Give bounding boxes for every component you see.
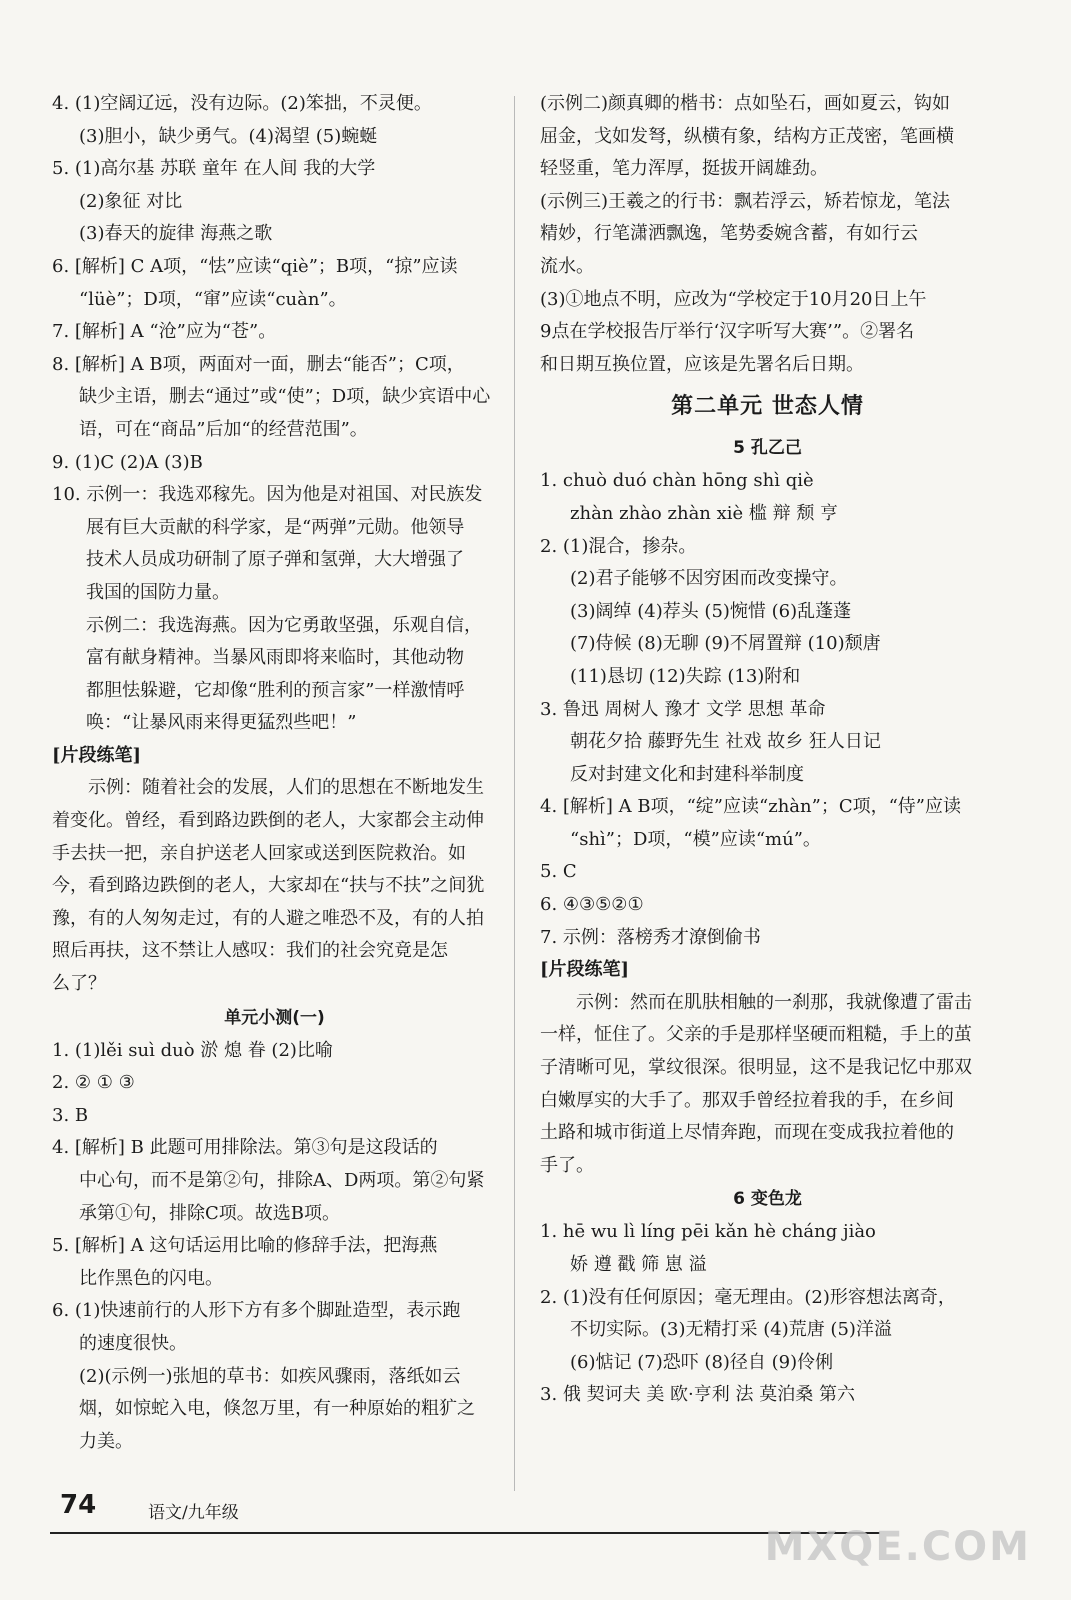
- text-line: 轻竖重，笔力浑厚，挺拔开阔雄劲。: [540, 158, 828, 180]
- text-line: 4. [解析] B 此题可用排除法。第③句是这段话的: [52, 1137, 438, 1159]
- text-line: 10. 示例一：我选邓稼先。因为他是对祖国、对民族发: [52, 484, 483, 506]
- text-line: 朝花夕拾 藤野先生 社戏 故乡 狂人日记: [570, 731, 881, 753]
- text-line: 示例：随着社会的发展，人们的思想在不断地发生: [88, 777, 484, 799]
- page-number: 74: [60, 1490, 97, 1520]
- text-line: (3)胆小，缺少勇气。(4)渴望 (5)蜿蜒: [79, 125, 378, 147]
- text-line: 子清晰可见，掌纹很深。很明显，这不是我记忆中那双: [540, 1057, 972, 1079]
- text-line: 4. (1)空阔辽远，没有边际。(2)笨拙，不灵便。: [52, 93, 432, 114]
- text-line: 都胆怯躲避，它却像“胜利的预言家”一样激情呼: [86, 679, 465, 701]
- section-heading: 5 孔乙己: [733, 438, 802, 459]
- text-line: 5. C: [540, 861, 577, 883]
- text-line: (6)惦记 (7)恐吓 (8)径自 (9)伶俐: [570, 1351, 834, 1373]
- text-line: 么了？: [52, 973, 106, 995]
- section-heading: 6 变色龙: [733, 1189, 802, 1210]
- text-line: 我国的国防力量。: [86, 581, 230, 603]
- text-line: [片段练笔]: [540, 959, 630, 981]
- text-line: (11)恳切 (12)失踪 (13)附和: [570, 665, 801, 687]
- text-line: 精妙，行笔潇洒飘逸，笔势委婉含蓄，有如行云: [540, 223, 918, 245]
- text-line: 手了。: [540, 1154, 594, 1176]
- text-line: 照后再扶，这不禁让人感叹：我们的社会究竟是怎: [52, 940, 448, 962]
- text-line: 和日期互换位置，应该是先署名后日期。: [540, 353, 864, 375]
- text-line: (2)象征 对比: [79, 190, 183, 212]
- text-line: [片段练笔]: [52, 744, 142, 766]
- text-line: “lüè”；D项，“窜”应读“cuàn”。: [79, 288, 347, 310]
- text-line: 屈金，戈如发弩，纵横有象，结构方正茂密，笔画横: [540, 125, 954, 147]
- footer-subject: 语文/九年级: [148, 1503, 239, 1523]
- column-divider: [514, 96, 515, 1491]
- text-line: 力美。: [79, 1430, 133, 1452]
- text-line: (2)君子能够不因穷困而改变操守。: [570, 568, 848, 590]
- text-line: 5. (1)高尔基 苏联 童年 在人间 我的大学: [52, 158, 376, 180]
- text-line: 承第①句，排除C项。故选B项。: [79, 1202, 340, 1224]
- text-line: 娇 遵 戳 筛 崽 溢: [570, 1254, 707, 1275]
- text-line: 6. [解析] C A项，“怯”应读“qiè”；B项，“掠”应读: [52, 255, 458, 277]
- text-line: 一样，怔住了。父亲的手是那样坚硬而粗糙，手上的茧: [540, 1024, 972, 1046]
- text-line: “shì”；D项，“模”应读“mú”。: [570, 828, 821, 850]
- section-heading: 第二单元 世态人情: [671, 393, 864, 420]
- text-line: 9. (1)C (2)A (3)B: [52, 451, 203, 473]
- watermark: MXQE.COM: [764, 1524, 1031, 1570]
- text-line: (7)侍候 (8)无聊 (9)不屑置辩 (10)颓唐: [570, 633, 881, 655]
- text-line: (3)①地点不明，应改为“学校定于10月20日上午: [540, 288, 927, 310]
- text-line: 示例：然而在肌肤相触的一刹那，我就像遭了雷击: [576, 991, 972, 1013]
- text-line: 缺少主语，删去“通过”或“使”；D项，缺少宾语中心: [79, 386, 491, 408]
- text-line: 比作黑色的闪电。: [79, 1267, 223, 1289]
- text-line: 土路和城市街道上尽情奔跑，而现在变成我拉着他的: [540, 1122, 954, 1144]
- text-line: 的速度很快。: [79, 1332, 187, 1354]
- text-line: (2)(示例一)张旭的草书：如疾风骤雨，落纸如云: [79, 1365, 461, 1387]
- text-line: 7. 示例：落榜秀才潦倒偷书: [540, 926, 761, 948]
- text-line: 富有献身精神。当暴风雨即将来临时，其他动物: [86, 647, 464, 669]
- text-line: 3. 鲁迅 周树人 豫才 文学 思想 革命: [540, 698, 826, 720]
- text-line: 展有巨大贡献的科学家，是“两弹”元勋。他领导: [86, 516, 465, 538]
- text-line: 技术人员成功研制了原子弹和氢弹，大大增强了: [86, 549, 464, 571]
- text-line: 白嫩厚实的大手了。那双手曾经拉着我的手，在乡间: [540, 1089, 954, 1111]
- text-line: 着变化。曾经，看到路边跌倒的老人，大家都会主动伸: [52, 810, 484, 832]
- text-line: 语，可在“商品”后加“的经营范围”。: [79, 418, 368, 440]
- text-line: 2. (1)没有任何原因；毫无理由。(2)形容想法离奇，: [540, 1286, 956, 1308]
- text-line: (3)阔绰 (4)荐头 (5)惋惜 (6)乱蓬蓬: [570, 600, 852, 622]
- text-line: 流水。: [540, 255, 594, 277]
- text-line: 示例二：我选海燕。因为它勇敢坚强，乐观自信，: [86, 614, 482, 636]
- text-line: 手去扶一把，亲自护送老人回家或送到医院救治。如: [52, 842, 466, 864]
- text-line: 1. chuò duó chàn hōng shì qiè: [540, 470, 814, 492]
- text-line: 今，看到路边跌倒的老人，大家却在“扶与不扶”之间犹: [52, 875, 485, 897]
- text-line: 1. hē wu lì líng pēi kǎn hè cháng jiào: [540, 1221, 876, 1243]
- section-heading: 单元小测(一): [224, 1007, 325, 1028]
- text-line: 2. ② ① ③: [52, 1072, 135, 1094]
- text-line: 6. ④③⑤②①: [540, 894, 644, 916]
- text-line: 3. B: [52, 1104, 89, 1126]
- left-column: [52, 88, 497, 1458]
- text-line: 2. (1)混合，掺杂。: [540, 535, 697, 557]
- text-line: 5. [解析] A 这句话运用比喻的修辞手法，把海燕: [52, 1235, 438, 1257]
- text-line: 9点在学校报告厅举行‘汉字听写大赛’”。②署名: [540, 321, 915, 343]
- text-line: 豫，有的人匆匆走过，有的人避之唯恐不及，有的人拍: [52, 907, 484, 929]
- text-line: 3. 俄 契诃夫 美 欧·亨利 法 莫泊桑 第六: [540, 1384, 855, 1406]
- text-line: 6. (1)快速前行的人形下方有多个脚趾造型，表示跑: [52, 1300, 461, 1322]
- text-line: 唤：“让暴风雨来得更猛烈些吧！”: [86, 712, 357, 734]
- text-line: 1. (1)lěi suì duò 淤 熄 眷 (2)比喻: [52, 1039, 333, 1061]
- footer-rule: [50, 1532, 880, 1534]
- text-line: 7. [解析] A “沧”应为“苍”。: [52, 321, 277, 343]
- text-line: 8. [解析] A B项，两面对一面，删去“能否”；C项，: [52, 353, 465, 375]
- right-column: [540, 88, 995, 1412]
- text-line: 反对封建文化和封建科举制度: [570, 763, 804, 785]
- text-line: 不切实际。(3)无精打采 (4)荒唐 (5)洋溢: [570, 1319, 892, 1341]
- text-line: zhàn zhào zhàn xiè 槛 辩 颓 亨: [570, 502, 839, 524]
- text-line: 4. [解析] A B项，“绽”应读“zhàn”；C项，“侍”应读: [540, 796, 961, 818]
- text-line: 中心句，而不是第②句，排除A、D两项。第②句紧: [79, 1170, 485, 1191]
- text-line: (示例三)王羲之的行书：飘若浮云，矫若惊龙，笔法: [540, 190, 951, 212]
- text-line: (示例二)颜真卿的楷书：点如坠石，画如夏云，钩如: [540, 93, 951, 114]
- text-line: 烟，如惊蛇入电，倏忽万里，有一种原始的粗犷之: [79, 1398, 475, 1420]
- text-line: (3)春天的旋律 海燕之歌: [79, 223, 273, 245]
